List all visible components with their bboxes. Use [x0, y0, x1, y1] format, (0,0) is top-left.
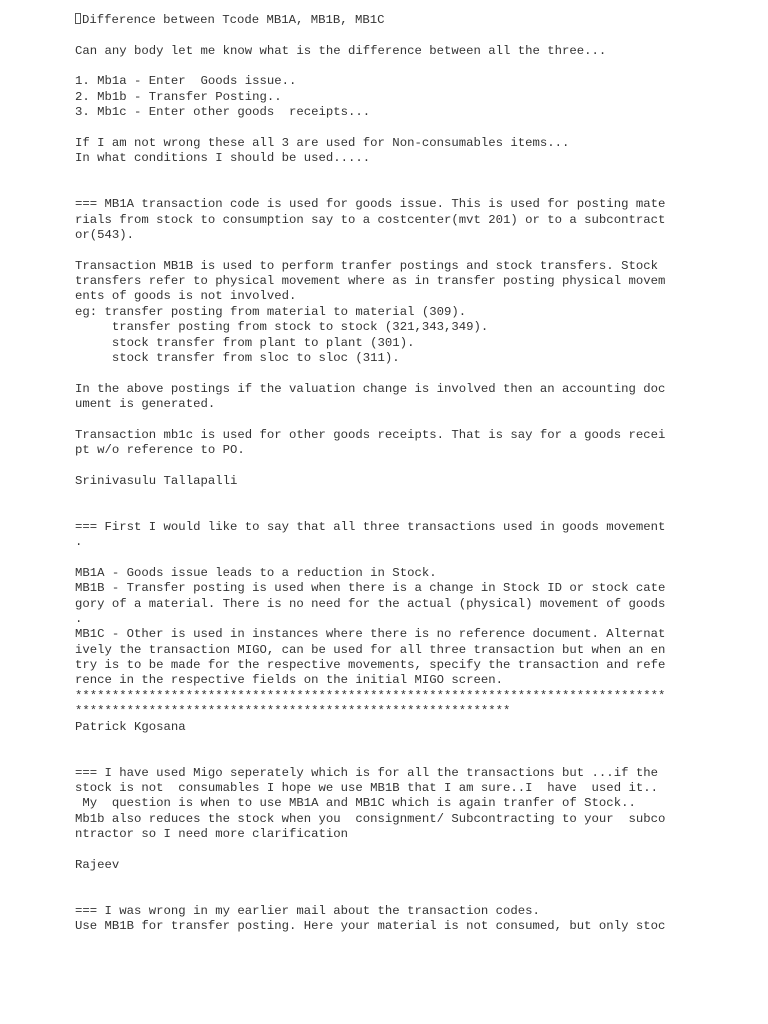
text-line: stock transfer from plant to plant (301).	[75, 335, 415, 350]
text-line: 3. Mb1c - Enter other goods receipts...	[75, 105, 371, 120]
document-body	[75, 13, 755, 935]
document-title	[75, 13, 755, 28]
text-line: rence in the respective fields on the initial MIGO screen.	[75, 673, 504, 688]
text-line: transfer posting from stock to stock (321,343,349).	[75, 320, 489, 335]
text-line: Rajeev	[75, 857, 120, 872]
text-line: stock transfer from sloc to sloc (311).	[75, 350, 400, 365]
text-line: Patrick Kgosana	[75, 719, 186, 734]
text-line: === MB1A transaction code is used for goods issue. This is used for posting mate	[75, 197, 666, 212]
blank-line	[75, 735, 755, 750]
text-line: gory of a material. There is no need for the actual (physical) movement of goods	[75, 596, 666, 611]
blank-line	[75, 551, 755, 566]
text-line: ntractor so I need more clarification	[75, 827, 349, 842]
blank-line	[75, 458, 755, 473]
text-line: ***********************************************************	[75, 704, 511, 719]
missing-glyph-icon	[75, 13, 81, 24]
text-line: ively the transaction MIGO, can be used for all three transaction but when an en	[75, 642, 666, 657]
text-line: MB1A - Goods issue leads to a reduction in Stock.	[75, 565, 437, 580]
text-line: ********************************************************************************	[75, 688, 666, 703]
blank-line	[75, 888, 755, 903]
text-line: Mb1b also reduces the stock when you consignment/ Subcontracting to your subco	[75, 811, 666, 826]
text-line: 2. Mb1b - Transfer Posting..	[75, 89, 282, 104]
blank-line	[75, 366, 755, 381]
blank-line	[75, 489, 755, 504]
text-line: or(543).	[75, 228, 135, 243]
blank-line	[75, 167, 755, 182]
blank-line	[75, 842, 755, 857]
blank-line	[75, 873, 755, 888]
text-line: stock is not consumables I hope we use MB1B that I am sure..I have used it..	[75, 780, 658, 795]
text-line: rials from stock to consumption say to a costcenter(mvt 201) or to a subcontract	[75, 212, 666, 227]
text-line: In the above postings if the valuation change is involved then an accounting doc	[75, 381, 666, 396]
document-text	[75, 28, 755, 934]
text-line: My question is when to use MB1A and MB1C which is again tranfer of Stock..	[75, 796, 636, 811]
text-line: Can any body let me know what is the difference between all the three...	[75, 43, 607, 58]
text-line: 1. Mb1a - Enter Goods issue..	[75, 74, 297, 89]
text-line: ents of goods is not involved.	[75, 289, 297, 304]
text-line: .	[75, 535, 83, 550]
text-line: If I am not wrong these all 3 are used for Non-consumables items...	[75, 135, 570, 150]
text-line: In what conditions I should be used.....	[75, 151, 371, 166]
text-line: Transaction MB1B is used to perform tranfer postings and stock transfers. Stock	[75, 258, 658, 273]
text-line: Use MB1B for transfer posting. Here your material is not consumed, but only stoc	[75, 919, 666, 934]
blank-line	[75, 182, 755, 197]
text-line: === I was wrong in my earlier mail about the transaction codes.	[75, 903, 540, 918]
blank-line	[75, 28, 755, 43]
text-line: Transaction mb1c is used for other goods receipts. That is say for a goods recei	[75, 427, 666, 442]
text-line: === I have used Migo seperately which is for all the transactions but ...if the	[75, 765, 658, 780]
text-line: ument is generated.	[75, 396, 216, 411]
document-title-text: Difference between Tcode MB1A, MB1B, MB1C	[82, 13, 385, 27]
text-line: eg: transfer posting from material to material (309).	[75, 304, 467, 319]
text-line: try is to be made for the respective movements, specify the transaction and refe	[75, 658, 666, 673]
blank-line	[75, 412, 755, 427]
text-line: === First I would like to say that all three transactions used in goods movement	[75, 519, 666, 534]
text-line: MB1B - Transfer posting is used when there is a change in Stock ID or stock cate	[75, 581, 666, 596]
blank-line	[75, 750, 755, 765]
blank-line	[75, 121, 755, 136]
text-line: .	[75, 612, 83, 627]
blank-line	[75, 59, 755, 74]
text-line: Srinivasulu Tallapalli	[75, 473, 238, 488]
blank-line	[75, 505, 755, 520]
text-line: MB1C - Other is used in instances where there is no reference document. Alternat	[75, 627, 666, 642]
blank-line	[75, 243, 755, 258]
text-line: pt w/o reference to PO.	[75, 443, 245, 458]
text-line: transfers refer to physical movement where as in transfer posting physical movem	[75, 274, 666, 289]
